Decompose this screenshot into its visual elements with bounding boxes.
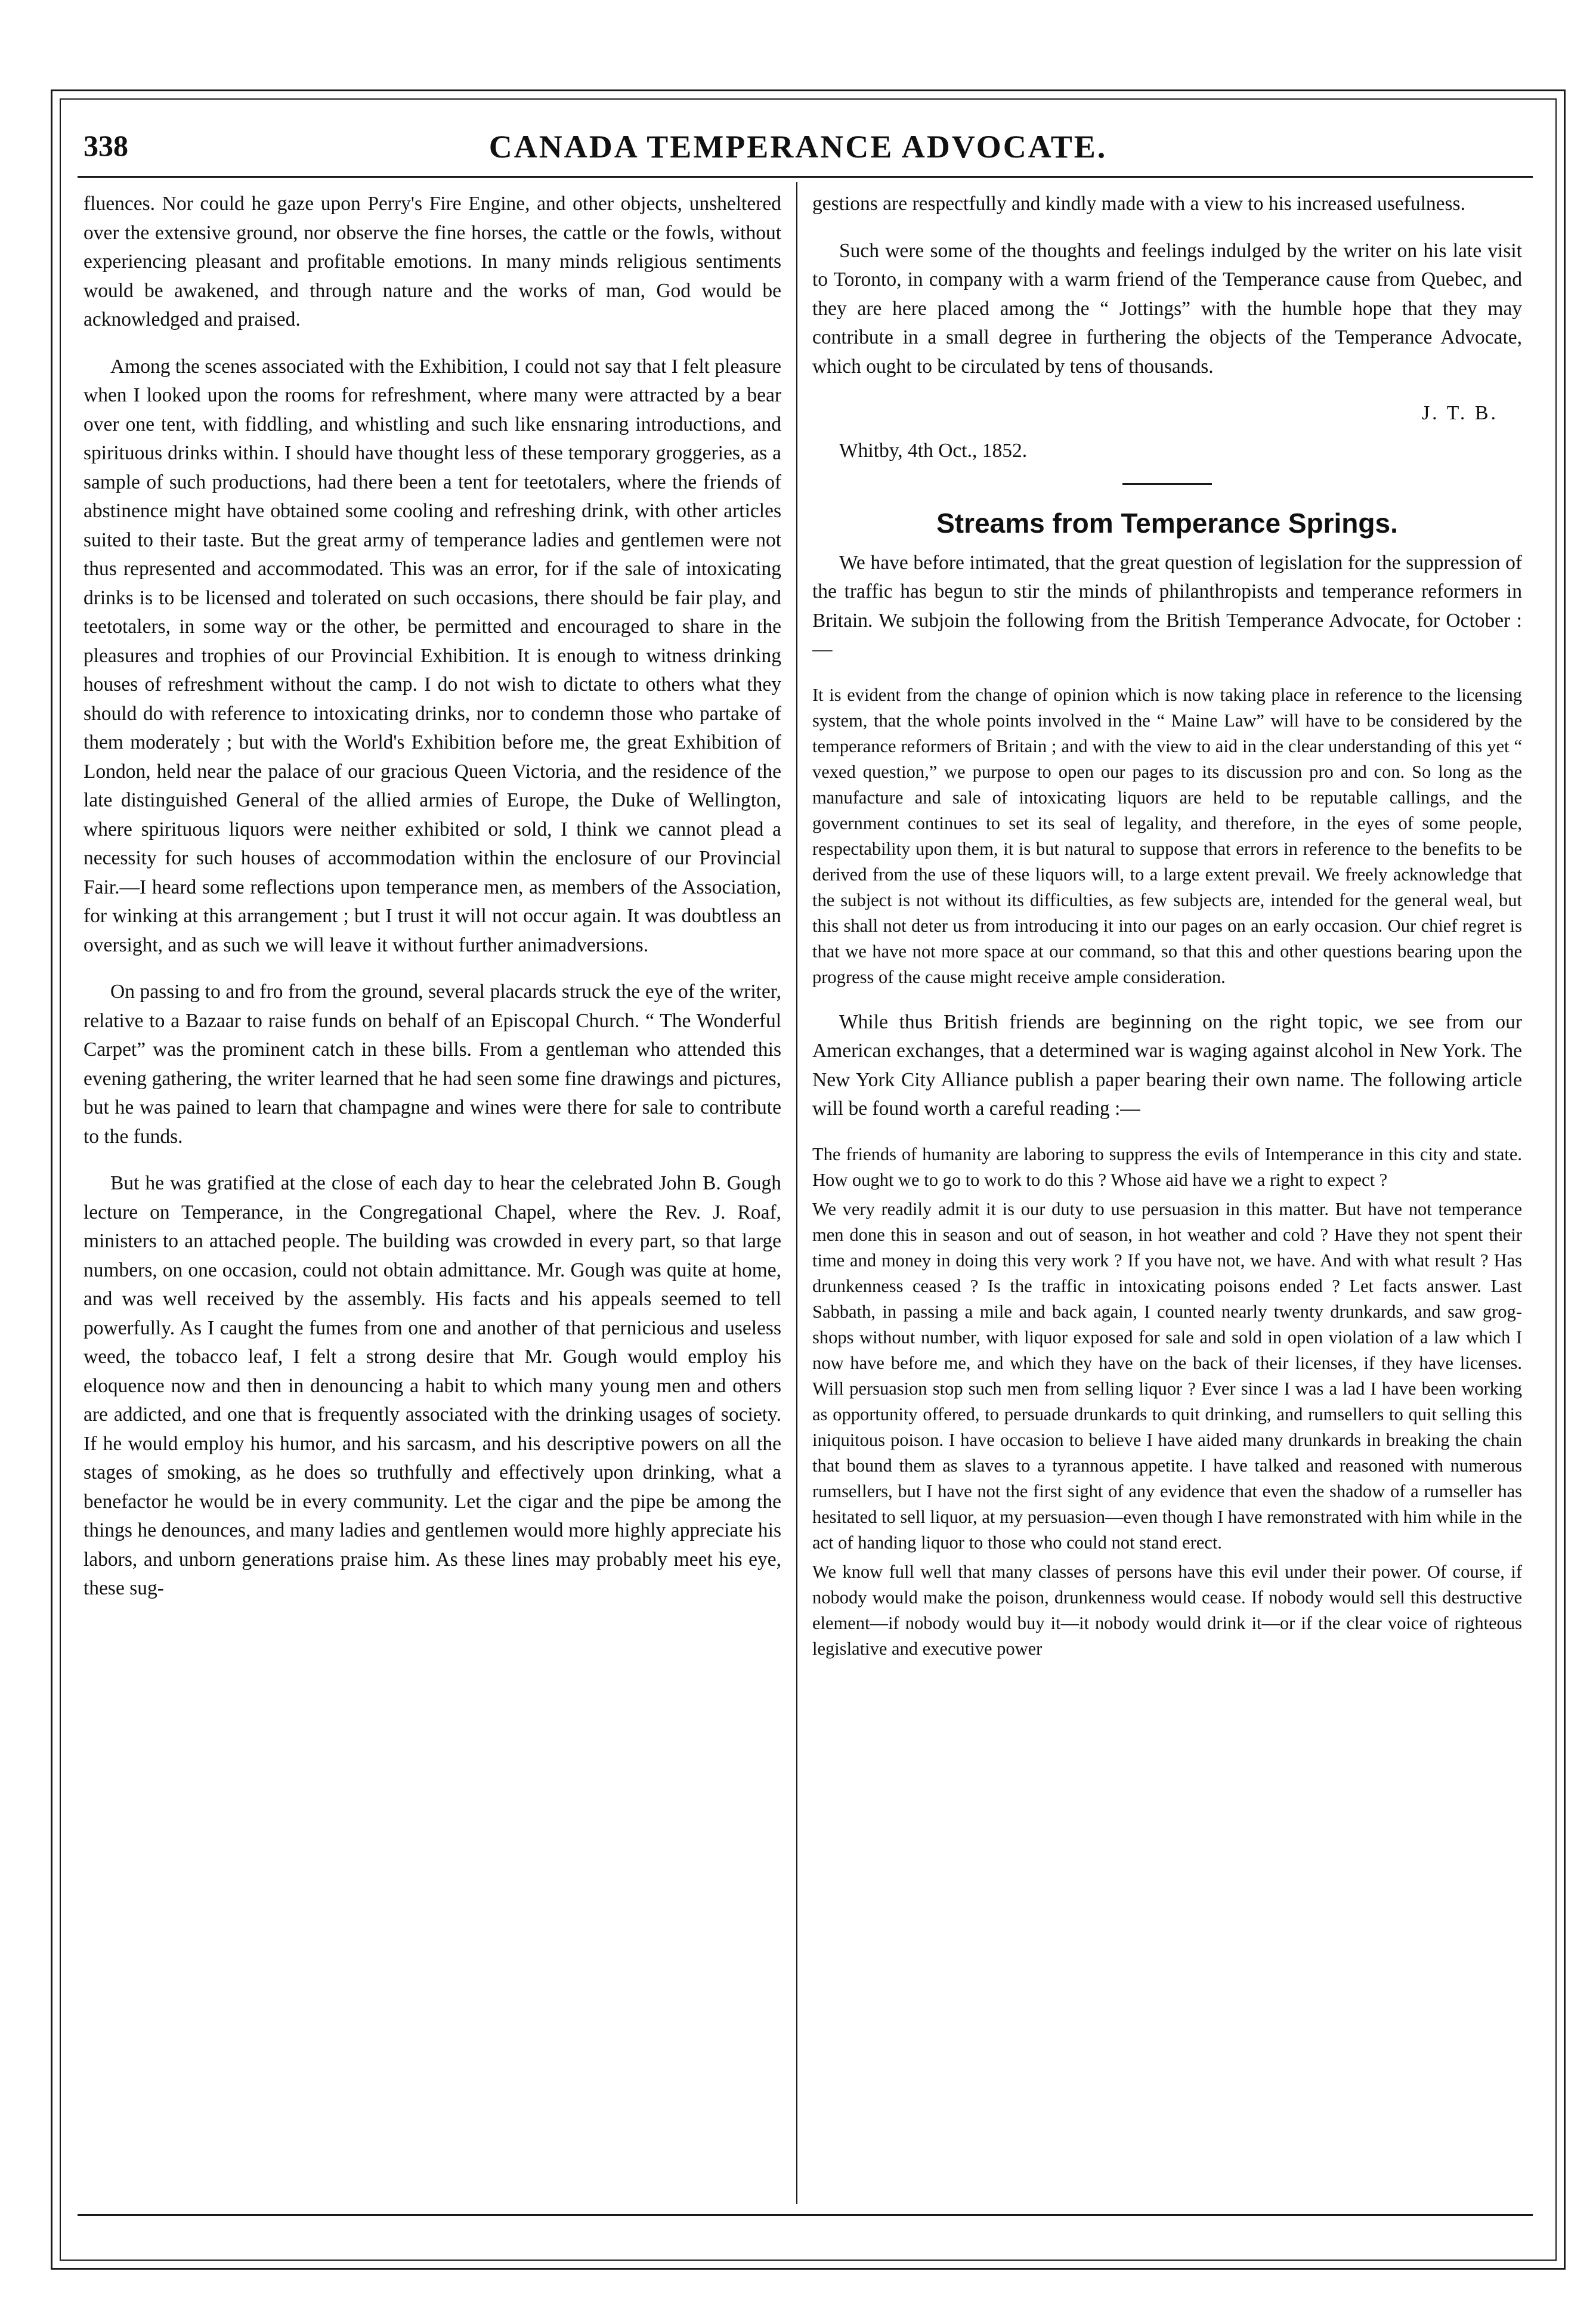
quoted-paragraph-2: The friends of humanity are laboring to suppress the evils of Intemperance in this city and state. How ought we to go to work to do this ? Whose aid have we a right to expect ?	[812, 1143, 1522, 1190]
right-paragraph-3: We have before intimated, that the great question of legislation for the suppression of the traffic has begun to stir the minds of philanthropists and temperance reformers in Britain. We subjoin the following from the British Temperance Advocate, for October :—	[812, 551, 1522, 660]
left-paragraph-4: But he was gratified at the close of each day to hear the celebrated John B. Gough lecture on Temperance, in the Congregational Chapel, where the Rev. J. Roaf, ministers to an attached people. The building was crowded in every part, so that large numbers, on one occasion, could not obtain admittance. Mr. Gough was quite at home, and was well received by the assembly. His facts and his appeals seemed to tell powerfully. As I caught the fumes from one and another of that pernicious and useless weed, the tobacco leaf, I felt a strong desire that Mr. Gough would employ his eloquence now and then in denouncing a habit to which many young men and others are addicted, and one that is frequently associated with the drinking usages of society. If he would employ his humor, and his sarcasm, and his descriptive powers on all the stages of smoking, as he does so truthfully and effectively upon drinking, what a benefactor he would be in every community. Let the cigar and the pipe be among the things he denounces, and many ladies and gentlemen would more highly appreciate his labors, and unborn generations praise him. As these lines may probably meet his eye, these sug-	[83, 1172, 781, 1599]
left-paragraph-1: fluences. Nor could he gaze upon Perry's Fire Engine, and other objects, unsheltered over the extensive ground, nor observe the fine horses, the cattle or the fowls, without experiencing pleasant and profitable emotions. In many minds religious sentiments would be awakened, and through nature and the works of man, God would be acknowledged and praised.	[83, 193, 781, 330]
signature: J. T. B.	[1421, 402, 1498, 424]
right-paragraph-4: While thus British friends are beginning on the right topic, we see from our American exchanges, that a determined war is waging against alcohol in New York. The New York City Alliance publish a paper bearing their own name. The following article will be found worth a careful reading :—	[812, 1010, 1522, 1120]
right-paragraph-2: Such were some of the thoughts and feelings indulged by the writer on his late visit to Toronto, in company with a warm friend of the Temperance cause from Quebec, and they are here placed among the “ Jottings” with the humble hope that they may contribute in a small degree in furthering the objects of the Temperance Advocate, which ought to be circulated by tens of thousands.	[812, 239, 1522, 378]
header-rule	[78, 176, 1533, 178]
quoted-paragraph-1: It is evident from the change of opinion which is now taking place in reference to the licensing system, that the whole points involved in the “ Maine Law” will have to be considered by the temperance reformers of Britain ; and with the view to aid in the clear understanding of this yet “ vexed question,” we purpose to open our pages to its discussion pro and con. So long as the manufacture and sale of intoxicating liquors are held to be reputable callings, and the government continues to set its seal of legality, and therefore, in the eyes of some people, respectability upon them, it is but natural to suppose that errors in reference to the benefits to be derived from the use of these liquors will, to a large extent prevail. We freely acknowledge that the subject is not without its difficulties, as few subjects are, intended for the general weal, but this shall not deter us from introducing it into our pages on an early occasion. Our chief regret is that we have not more space at our command, so that this and other questions bearing upon the progress of the cause might receive ample consideration.	[812, 684, 1522, 987]
left-column	[83, 190, 781, 2206]
right-paragraph-1: gestions are respectfully and kindly made with a view to his increased usefulness.	[812, 193, 1465, 215]
dateline: Whitby, 4th Oct., 1852.	[839, 439, 1028, 462]
running-head-title: CANADA TEMPERANCE ADVOCATE.	[488, 129, 1108, 165]
page-number: 338	[83, 129, 128, 162]
footer-rule	[78, 2214, 1533, 2216]
right-column	[812, 190, 1522, 2206]
left-paragraph-2: Among the scenes associated with the Exhibition, I could not say that I felt pleasure when I looked upon the rooms for refreshment, where many were attracted by a bear over one tent, with fiddling, and whistling and such like ensnaring introductions, and spirituous drinks within. I should have thought less of these temporary groggeries, as a sample of such productions, had there been a tent for teetotalers, where the friends of abstinence might have obtained some cooling and refreshing drink, with other articles suited to their taste. But the great army of temperance ladies and gentlemen were not thus represented and accommodated. This was an error, for if the sale of intoxicating drinks is to be licensed and tolerated on such occasions, there should be fair play, and teetotalers, in some way or the other, be permitted and encouraged to share in the pleasures and trophies of our Provincial Exhibition. It is enough to witness drinking houses of refreshment without the camp. I do not wish to dictate to others what they should do with reference to intoxicating drinks, nor to condemn those who partake of them moderately ; but with the World's Exhibition before me, the great Exhibition of London, held near the palace of our gracious Queen Victoria, and the residence of the late distinguished General of the allied armies of Europe, the Duke of Wellington, where spirituous liquors were neither exhibited or sold, I think we cannot plead a necessity for such houses of accommodation within the enclosure of our Provincial Fair.—I heard some reflections upon temperance men, as members of the Association, for winking at this arrangement ; but I trust it will not occur again. It was doubtless an oversight, and as such we will leave it without further animadversions.	[83, 355, 781, 956]
column-divider	[796, 182, 797, 2204]
section-separator	[1122, 483, 1212, 485]
quoted-paragraph-3: We very readily admit it is our duty to use persuasion in this matter. But have not temperance men done this in season and out of season, in hot weather and cold ? Have they not spent their time and money in doing this very work ? If you have not, we have. And with what result ? Has drunkenness ceased ? Is the traffic in intoxicating poisons ended ? Let facts answer. Last Sabbath, in passing a mile and back again, I counted nearly twenty drunkards, and saw grog-shops without number, with liquor exposed for sale and sold in open violation of a law which I now have before me, and which they have on the back of their licenses, if they have licenses. Will persuasion stop such men from selling liquor ? Ever since I was a lad I have been working as opportunity offered, to persuade drunkards to quit drinking, and rumsellers to quit selling this iniquitous poison. I have occasion to believe I have aided many drunkards in breaking the chain that bound them as slaves to a tyrannous appetite. I have talked and reasoned with numerous rumsellers, but I have not the first sight of any evidence that even the shadow of a rumseller has hesitated to sell liquor, at my persuasion—even though I have remonstrated with him while in the act of handing liquor to those who could not stand erect.	[812, 1198, 1522, 1553]
left-paragraph-3: On passing to and fro from the ground, several placards struck the eye of the writer, relative to a Bazaar to raise funds on behalf of an Episcopal Church. “ The Wonderful Carpet” was the prominent catch in these bills. From a gentleman who attended this evening gathering, the writer learned that he had seen some fine drawings and pictures, but he was pained to learn that champagne and wines were there for sale to contribute to the funds.	[83, 981, 781, 1148]
quoted-paragraph-4: We know full well that many classes of persons have this evil under their power. Of course, if nobody would make the poison, drunkenness would cease. If nobody would sell this destructive element—if nobody would buy it—it nobody would drink it—or if the clear voice of righteous legislative and executive power	[812, 1561, 1522, 1659]
section-title: Streams from Temperance Springs.	[936, 508, 1398, 539]
